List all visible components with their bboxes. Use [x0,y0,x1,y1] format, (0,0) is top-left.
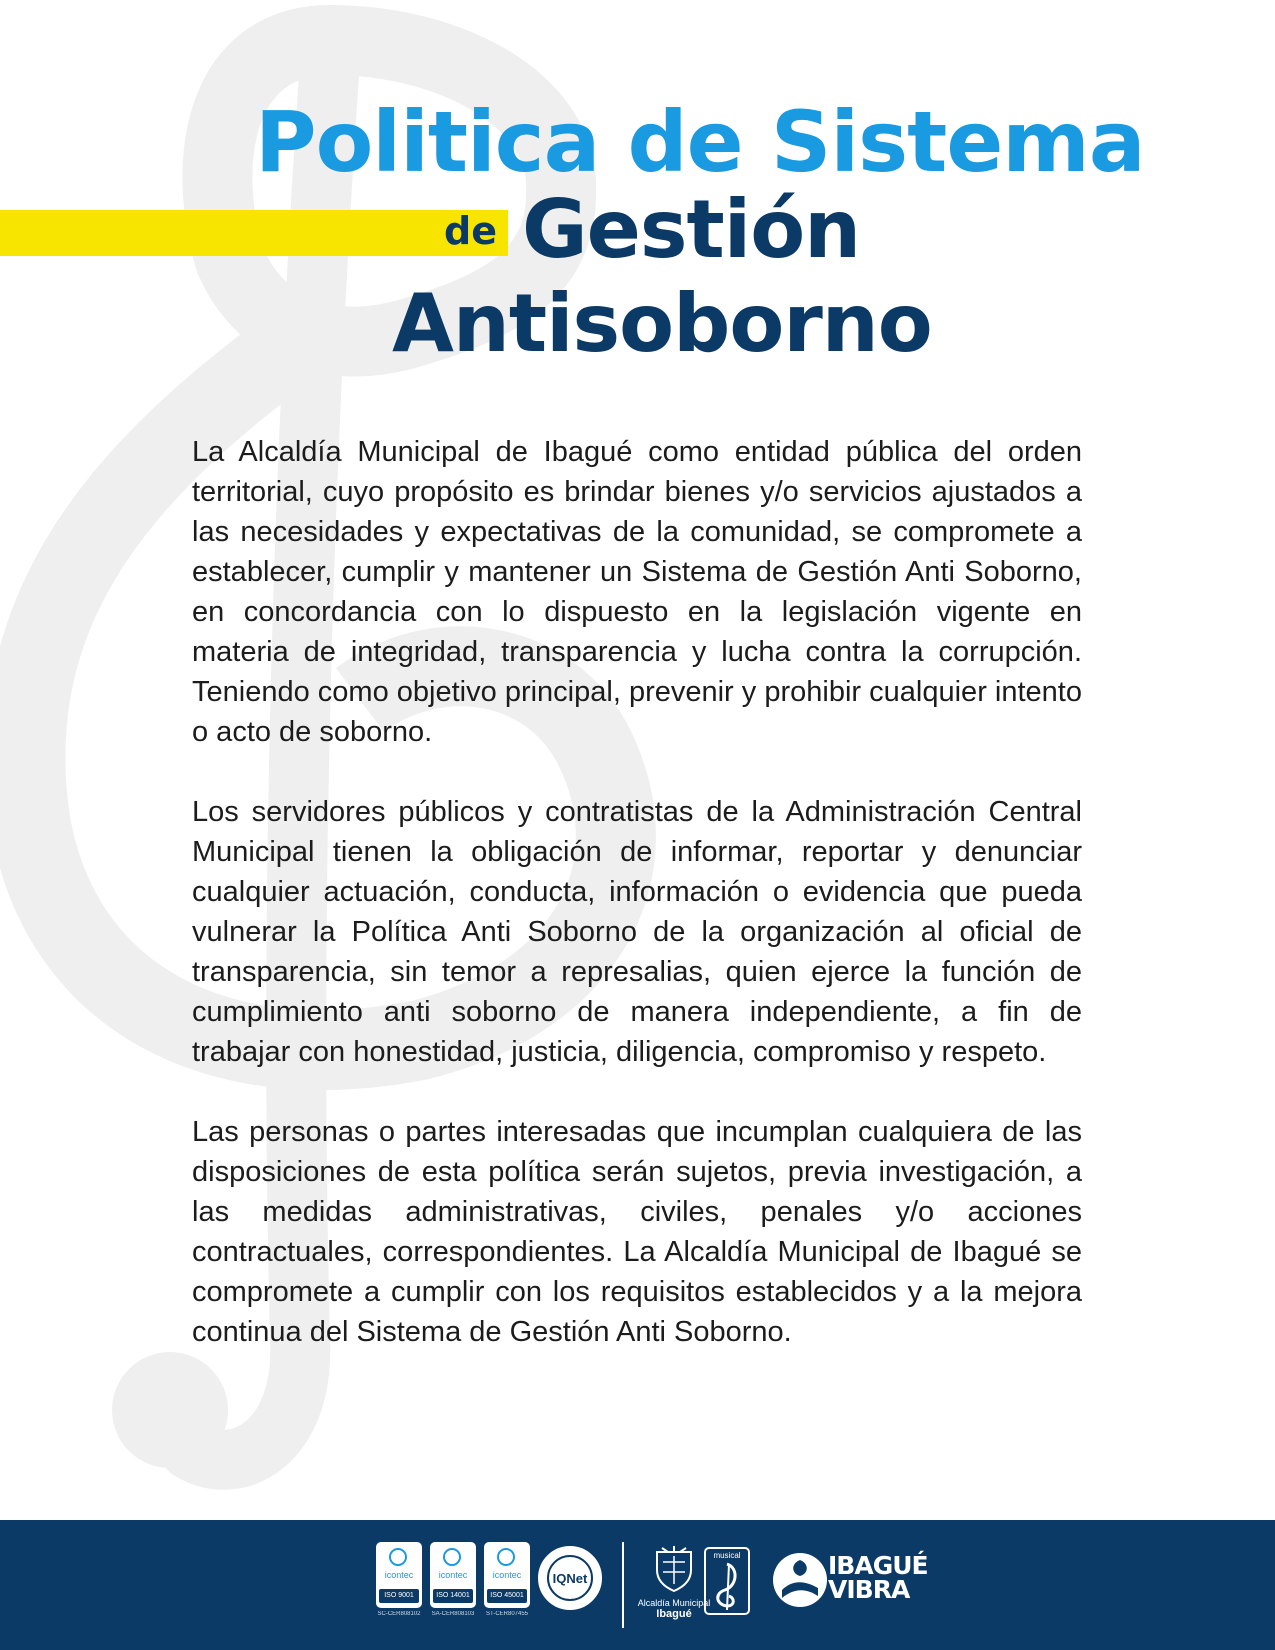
alcaldia-logo [634,1546,714,1620]
cert-name: icontec [384,1570,414,1580]
cert-code: SA-CER808103 [431,1611,475,1617]
title-line-3: Antisoborno [392,277,932,370]
svg-text:musical: musical [713,1551,741,1560]
ibague-vibra-icon [770,1550,830,1610]
cert-iso: ISO 9001 [379,1589,419,1603]
footer [0,1520,1275,1650]
brand-line-1: IBAGUÉ [828,1551,928,1580]
iqnet-certified-seal [538,1546,602,1610]
ibague-vibra-wordmark [828,1551,928,1604]
title-line-2: Gestión [522,183,861,276]
brand-line-2: VIBRA [828,1575,910,1604]
paragraph-sanctions: Las personas o partes interesadas que incumplan cualquiera de las disposiciones de esta política serán sujetos, previa investigación, a las medidas administrativas, civiles, penales y/o acciones contractuales, correspondientes. La Alcaldía Municipal de Ibagué se compromete a cumplir con los requisitos establecidos y a la mejora continua del Sistema de Gestión Anti Soborno. [192,1116,1082,1348]
icontec-iso45001-badge [484,1542,530,1617]
cert-iso: ISO 14001 [433,1589,473,1603]
cert-iso: ISO 45001 [487,1589,527,1603]
highlight-bar [0,210,508,256]
icontec-iso14001-badge [430,1542,476,1617]
cert-code: ST-CER807455 [485,1611,529,1617]
icontec-icon [389,1548,407,1566]
cert-name: icontec [492,1570,522,1580]
icontec-icon [443,1548,461,1566]
musical-capital-logo [703,1546,751,1616]
title-line-1: Politica de Sistema [255,93,1145,191]
cert-name: icontec [438,1570,468,1580]
alcaldia-label: Alcaldía Municipal [637,1598,711,1608]
icontec-iso9001-badge [376,1542,422,1617]
iqnet-label: IQNet [552,1570,588,1586]
paragraph-reporting: Los servidores públicos y contratistas de la Administración Central Municipal tienen la obligación de informar, reportar y denunciar cualquier actuación, conducta, información o evidencia que pueda vulnerar la Política Anti Soborno de la organización al oficial de transparencia, sin temor a represalias, quien ejerce la función de cumplimiento anti soborno de manera independiente, a fin de trabajar con honestidad, justicia, diligencia, compromiso y respeto. [192,796,1082,1068]
cert-code: SC-CER808102 [377,1611,421,1617]
icontec-icon [497,1548,515,1566]
footer-divider [622,1542,624,1628]
coat-of-arms-icon [653,1546,695,1592]
title-connector: de [444,209,497,253]
alcaldia-city: Ibagué [656,1608,692,1620]
policy-body [192,432,1082,1392]
paragraph-commitment: La Alcaldía Municipal de Ibagué como entidad pública del orden territorial, cuyo propósito es brindar bienes y/o servicios ajustados a las necesidades y expectativas de la comunidad, se compromete a establecer, cumplir y mantener un Sistema de Gestión Anti Soborno, en concordancia con lo dispuesto en la legislación vigente en materia de integridad, transparencia y lucha contra la corrupción. Teniendo como objetivo principal, prevenir y prohibir cualquier intento o acto de soborno. [192,436,1082,748]
